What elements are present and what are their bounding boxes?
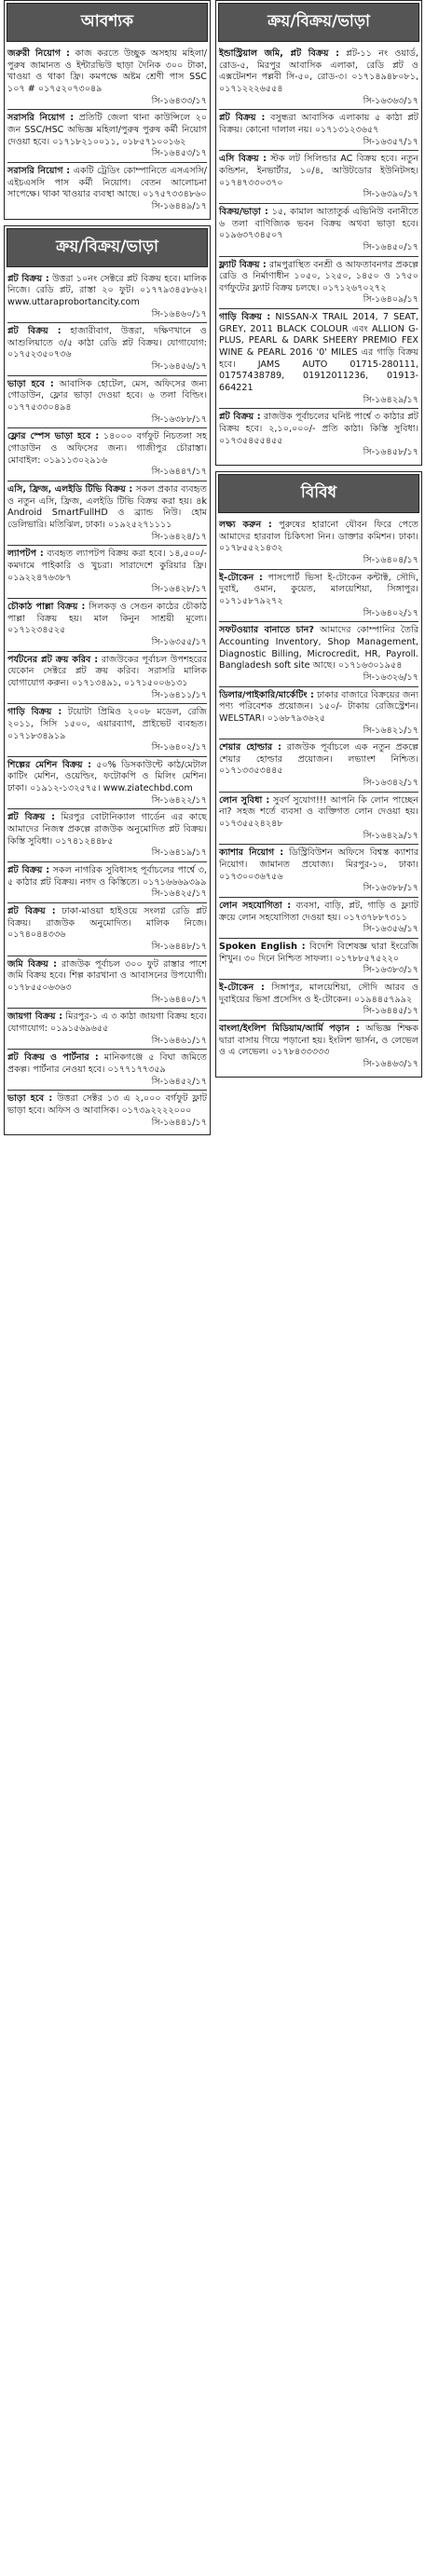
ad-title: ইন্ডাস্ট্রিয়াল জমি, প্লট বিক্রয় : bbox=[219, 48, 339, 59]
classified-ad bbox=[219, 622, 418, 686]
ad-body: ১৪০০০ বর্গফুট নিচতলা সহ গোডাউন ও অফিসের জন্য। গাজীপুর চৌরাস্তা। মোবাইল: ০১৯১১৩০২৯১৬ bbox=[7, 431, 208, 466]
ad-title: প্লট বিক্রয় : bbox=[7, 812, 55, 823]
ad-title: এসি বিক্রয় : bbox=[219, 154, 267, 165]
ad-title: ফ্লোর স্পেস ভাড়া হবে : bbox=[7, 431, 100, 442]
ad-code: সি-১৬৪১৯/১৭ bbox=[151, 847, 207, 859]
ad-title: বাংলা/ইংলিশ মিডিয়াম/আর্মি পড়ান : bbox=[219, 1023, 360, 1034]
ad-code: সি-১৬৪০৯/১৭ bbox=[363, 294, 418, 305]
ad-title: সরাসরি নিয়োগ : bbox=[7, 165, 71, 176]
ad-body: রামপুরাস্থিত বনশ্রী ও আফতাবনগর প্রকল্পে রেডি ও নির্মাণাধীন ১০৫০, ১২৫০, ১৪৫০ ও ১৭৫০ বর্গফুটের ফ্ল্যাট বিক্রয় চলছে। ০১৭১২৬৭০২৭২ bbox=[219, 259, 418, 293]
ad-list bbox=[5, 44, 210, 219]
classified-ad bbox=[219, 257, 418, 310]
ad-code: সি-১৬৩২৬/১৭ bbox=[363, 671, 418, 683]
ad-body: মিরপুর বোটানিক্যাল গার্ডেন এর কাছে আমাদের নিজস্ব প্রকল্পে রাজউক অনুমোদিত প্লট বিক্রয়। কিস্তি সুবিধা। ০১৭৪১২৪৪৮৫ bbox=[7, 812, 207, 847]
classified-ad bbox=[219, 570, 418, 623]
ad-code: সি-১৬৪৫২/১৭ bbox=[151, 1076, 207, 1087]
ad-title: ভাড়া হবে : bbox=[7, 1093, 53, 1105]
ad-title: চৌকাঠ পাল্লা বিক্রয় : bbox=[7, 601, 86, 612]
classified-ad bbox=[219, 110, 418, 151]
ad-body: ডিস্ট্রিবিউশন অফিসে বিশ্বস্ত ক্যাশার নিয়োগ। জামানত প্রযোজ্য। মিরপুর-১০, ঢাকা। ০১৭৩০০৩৬৭৫৬ bbox=[219, 847, 418, 882]
right-column bbox=[215, 0, 422, 1083]
classified-section bbox=[4, 225, 211, 1136]
classified-ad bbox=[219, 898, 418, 939]
classified-ad bbox=[219, 739, 418, 793]
ad-body: স্টক লট সিলিন্ডার AC বিক্রয় হবে। নতুন কন্ডিশন, ইনভার্টার, ১০/৪, আউটডোর ইউনিটসহ। ০১৭৪৭৩৩০৩৭০ bbox=[219, 154, 418, 188]
ad-body: পুরুষের হারানো যৌবন ফিরে পেতে আমাদের হারবাল চিকিৎসা নিন। ডাক্তার কমিশন। ঢাকা। ০১৭৮৫৫২১৪৩২ bbox=[219, 520, 418, 554]
ad-code: সি-১৬৩৪২/১৭ bbox=[363, 778, 418, 789]
classified-ad bbox=[7, 599, 207, 652]
ad-body: টয়োটা প্রিমিও ২০০৮ মডেল, রেজি ২০১১, সিসি ১৫০০, এয়ারব্যাগ, প্রাইভেট ব্যবহৃত। ০১৭১৮৩৪৯১৯ bbox=[7, 707, 207, 741]
ad-code: সি-১৬৪৬০/১৭ bbox=[151, 308, 207, 319]
ad-code: সি-১৬৪৫৩/১৭ bbox=[151, 148, 207, 159]
ad-body: সকল নাগরিক সুবিধাসহ পূর্বাচলের পার্শ্বে ৩, ৫ কাঠার প্লট বিক্রয়। নগদ ও কিস্তিতে। ০১৭১৬৬৬৯৩৯৯ bbox=[7, 865, 207, 888]
ad-body: একটি ট্রেডিং কোম্পানিতে এসএসসি/এইচএসসি পাস কর্মী নিয়োগ। বেতন আলোচনা সাপেক্ষে। থাকা খাওয়ার ব্যবস্থা আছে। ০১৭৫৭৩৩৪৮৬০ bbox=[7, 165, 207, 200]
ad-code: সি-১৬৪২৯/১৭ bbox=[363, 394, 418, 405]
ad-code: সি-১৬৪৪৮/১৭ bbox=[151, 942, 207, 952]
ad-body: বসুন্ধরা আবাসিক এলাকায় ৫ কাঠা প্লট বিক্রয়। কোনো দালাল নয়। ০১৭১৩১২৩৬৫৭ bbox=[219, 113, 418, 135]
ad-body: হাজারীবাগ, উত্তরা, দক্ষিণখানে ও আশুলিয়াতে ৩/৫ কাঠা রেডি প্লট বিক্রয়। যোগাযোগ: ০১৭৫২৩৫০৭৩৬ bbox=[7, 326, 207, 360]
section-header: ক্রয়/বিক্রয়/ভাড়া bbox=[218, 3, 419, 42]
ad-title: ই-টোকেন : bbox=[219, 982, 265, 993]
ad-title: বিক্রয়/ভাড়া : bbox=[219, 206, 268, 217]
ad-body: সিলকড় ও সেগুন কাঠের চৌকাঠ পাল্লা বিক্রয় হয়। মাল কিনুন সাশ্রয়ী মূল্যে। ০১৭১২৩৪৫২৫ bbox=[7, 601, 207, 636]
ad-title: প্লট বিক্রয় : bbox=[7, 326, 62, 337]
ad-title: ল্যাপটপ : bbox=[7, 549, 44, 560]
ad-title: প্লট বিক্রয় ও পার্টনার : bbox=[7, 1052, 99, 1064]
ad-title: গাড়ি বিক্রয় : bbox=[7, 707, 62, 718]
ad-title: প্লট বিক্রয় : bbox=[7, 273, 49, 284]
ad-body: ঢাকার বাজারে বিক্রয়ের জন্য পণ্য পরিবেশক প্রয়োজন। ১৫০/- টাকায় রেজিস্ট্রেশন। WELSTAR। ০১৬৮৭৯৩৬২৫ bbox=[219, 689, 418, 724]
ad-code: সি-১৬৪৫০/১৭ bbox=[363, 241, 418, 252]
classified-ad bbox=[7, 652, 207, 705]
classified-ad bbox=[7, 323, 207, 376]
ad-body: মিরপুর-১ এ ৩ কাঠা জায়গা বিক্রয় হবে। যোগাযোগ: ০১৯১৫৬৯৬৫৫ bbox=[7, 1011, 207, 1034]
ad-body: সকল প্রকার ব্যবহৃত ও নতুন এসি, ফ্রিজ, এলইডি টিভি বিক্রয় করা হয়। ৪k Android SmartFullHD ও ব্র্যান্ড নিউ। হোম ডেলিভারি। মতিঝিল, ঢাকা। ০১৯২৫২৭১১১১ bbox=[7, 484, 207, 530]
classified-ad bbox=[7, 757, 207, 810]
classified-ad bbox=[7, 46, 207, 110]
ad-code: সি-১৬৩৫৬/১৭ bbox=[363, 924, 418, 935]
ad-code: সি-১৬৪৪৭/১৭ bbox=[151, 467, 207, 478]
classified-ad bbox=[7, 903, 207, 956]
ad-body: ব্যবহৃত ল্যাপটপ বিক্রয় করা হবে। ১৪,৫০০/- কমদামে পাইকারি ও খুচরা। সারাদেশে কুরিয়ার ফ্রি। ০১৯২২৪৭৬৩৮৭ bbox=[7, 549, 207, 583]
ad-body: মানিকগঞ্জে ৫ বিঘা জমিতে প্রকল্প। পার্টনার নেওয়া হবে। ০১৭৭১৭৭৩৫৯ bbox=[7, 1052, 207, 1075]
classified-ad bbox=[219, 151, 418, 204]
ad-body: ব্যবসা, বাড়ি, প্লট, গাড়ি ও ফ্ল্যাট ক্রয়ে লোন সহযোগিতা দেওয়া হয়। ০১৭৩৭৮৮৭৩১১ bbox=[219, 901, 418, 923]
ad-code: সি-১৬৩৮৮/১৭ bbox=[151, 414, 207, 425]
classified-ad bbox=[7, 110, 207, 163]
classified-ad bbox=[7, 163, 207, 215]
ad-list bbox=[216, 515, 421, 1077]
classified-ad bbox=[219, 46, 418, 110]
ad-title: Spoken English : bbox=[219, 942, 306, 952]
ad-body: সুবর্ণ সুযোগ!!! আপনি কি লোন পাচ্ছেন না? সহজ শর্তে ব্যবসা ও ব্যক্তিগত লোন দেওয়া হয়। ০১৭৩৫৫২৪২৪৮ bbox=[219, 794, 418, 830]
classified-ad bbox=[7, 376, 207, 429]
ad-title: ডিলার/পাইকারি/মার্কেটিং : bbox=[219, 689, 314, 700]
section-header: বিবিধ bbox=[218, 474, 419, 513]
ad-code: সি-১৬৪০২/১৭ bbox=[363, 607, 418, 618]
left-column bbox=[4, 0, 211, 1141]
ad-title: লক্ষ্য করুন : bbox=[219, 520, 272, 530]
ad-body: অভিজ্ঞ শিক্ষক দ্বারা বাসায় গিয়ে পড়ানো হয়। ইংলিশ ভার্সন, ও লেভেল ও এ লেভেল। ০১৭৮৪৩৩৩৩৩ bbox=[219, 1023, 418, 1058]
ad-code: সি-১৬৪৬১/১৭ bbox=[151, 1035, 207, 1046]
section-header: ক্রয়/বিক্রয়/ভাড়া bbox=[7, 228, 208, 267]
classified-section bbox=[215, 0, 422, 466]
ad-body: রাজউক পূর্বাচল ৩০০ ফুট রাস্তার পাশে জমি বিক্রয় হবে। শিল্প কারখানা ও আবাসনের উপযোগী। ০১৭৮৫৫০৬৩৬৩ bbox=[7, 958, 207, 993]
ad-body: আবাসিক হোটেল, মেস, অফিসের জন্য গোডাউন, ফ্লোর ভাড়া দেওয়া হবে। ৬ তলা বিল্ডিং। ০১৭৭৫৩৩০৪৯৪ bbox=[7, 378, 207, 414]
classified-ad bbox=[219, 309, 418, 409]
classified-section bbox=[215, 471, 422, 1078]
ad-code: সি-১৬৩৮৮/১৭ bbox=[363, 883, 418, 894]
ad-code: সি-১৬৩৬৩/১৭ bbox=[363, 95, 418, 106]
classified-ad bbox=[219, 980, 418, 1021]
section-header: আবশ্যক bbox=[7, 3, 208, 42]
ad-code: সি-১৬৪৬৩/১৭ bbox=[363, 1058, 418, 1069]
ad-code: সি-১৬৪৫৮/১৭ bbox=[363, 447, 418, 458]
ad-title: এসি, ফ্রিজ, এলইডি টিভি বিক্রয় : bbox=[7, 484, 133, 495]
classified-ad bbox=[219, 939, 418, 980]
classified-ad bbox=[219, 793, 418, 846]
ad-code: সি-১৬৪০২/১৭ bbox=[151, 742, 207, 753]
ad-title: পর্যটনের প্লট ক্রয় করিব : bbox=[7, 654, 99, 665]
ad-code: সি-১৬৪৪৫/১৭ bbox=[363, 1006, 418, 1017]
ad-code: সি-১৬৪৪০/১৭ bbox=[151, 994, 207, 1005]
ad-body: উত্তরা ১০নং সেক্টরে প্লট বিক্রয় হবে। মালিক নিজে। রেডি প্লট, রাস্তা ২০ ফুট। ০১৭৭৯৩৪৫৮৬২। www.uttaraprobortancity.com bbox=[7, 273, 208, 307]
ad-title: শেয়ার হোল্ডার : bbox=[219, 742, 281, 753]
ad-code: সি-১৬৩৯০/১৭ bbox=[363, 189, 418, 200]
ad-body: ৫০% ডিসকাউন্টে কাঠ/মেটাল কাটিং মেশিন, ওয়েল্ডিং, ফটোকপি ও মিলিং মেশিন। ঢাকা। ০১৯১২-১৩২৫৭৫। www.ziatechbd.com bbox=[7, 759, 207, 794]
ad-list bbox=[5, 269, 210, 1135]
ad-body: NISSAN-X TRAIL 2014, 7 SEAT, GREY, 2011 BLACK COLOUR এবং ALLION G-PLUS, PEARL & DARK SHEERY PREMIO FEX WINE & PEARL 2016 '0' MILES এর গাড়ি বিক্রয় হবে। JAMS AUTO 01715-280111, 01757438789, 01912011236, 01913-664221 bbox=[219, 312, 418, 394]
ad-body: আমাদের কোম্পানির তৈরি Accounting Inventory, Shop Management, Diagnostic Billing, Microcredit, HR, Payroll. Bangladesh soft site আছে। ০১৭১৬৩০১৯৫৪ bbox=[219, 625, 418, 671]
classified-ad bbox=[7, 862, 207, 903]
ad-code: সি-১৬৪২২/১৭ bbox=[151, 794, 207, 806]
ad-code: সি-১৬৪২৮/১৭ bbox=[151, 584, 207, 595]
ad-title: জরুরী নিয়োগ : bbox=[7, 48, 70, 59]
ad-body: রাজউক পূর্বাচলে এক নতুন প্রকল্পে শেয়ার হোল্ডার প্রয়োজন। লভ্যাংশ নিশ্চিত। ০১৭১৩৩৫৩৪৪৫ bbox=[219, 742, 418, 777]
ad-body: সিঙ্গাপুর, মালয়েশিয়া, সৌদি আরব ও দুবাইয়ের ভিসা প্রসেসিং ও ই-টোকেন। ০১৯৪৪৫৭৯৯২ bbox=[219, 982, 418, 1005]
classified-ad bbox=[7, 704, 207, 757]
ad-body: প্রতিটি জেলা থানা কাউন্সিলে ২০ জন SSC/HSC অভিজ্ঞ মহিলা/পুরুষ পুরুষ কর্মী নিয়োগ দেওয়া হবে। ০১৭১৮২১০০১১, ০১৮৫৭১০০১৬২ bbox=[7, 113, 207, 147]
classified-ad bbox=[7, 1091, 207, 1131]
ad-title: প্লট বিক্রয় : bbox=[219, 412, 261, 423]
classified-ad bbox=[219, 409, 418, 461]
ad-body: বিদেশি বিশেষজ্ঞ দ্বারা ইংরেজি শিখুন। ৩০ দিনে নিশ্চিত সাফল্য। ০১৭৮৮৫৭৫২২০ bbox=[219, 942, 418, 964]
ad-title: প্লট বিক্রয় : bbox=[7, 906, 56, 917]
ad-body: পাসপোর্ট ভিসা ই-টোকেন কন্টাক্ট, সৌদি, দুবাই, ওমান, কুয়েত, মালয়েশিয়া, সিঙ্গাপুর। ০১৭১৫৮৭৯২৭২ bbox=[219, 572, 418, 606]
ad-title: জমি বিক্রয় : bbox=[7, 958, 57, 969]
ad-list bbox=[216, 44, 421, 465]
ad-title: ই-টোকেন : bbox=[219, 572, 263, 583]
ad-title: প্লট বিক্রয় : bbox=[7, 865, 50, 876]
classified-ad bbox=[7, 809, 207, 862]
classified-ad bbox=[219, 687, 418, 740]
classified-ad bbox=[7, 428, 207, 481]
classified-ad bbox=[219, 517, 418, 570]
classified-ad bbox=[7, 956, 207, 1010]
classified-ad bbox=[7, 271, 207, 324]
ad-code: সি-১৬৪২৫/১৭ bbox=[151, 888, 207, 900]
ad-code: সি-১৬৩৫৫/১৭ bbox=[151, 636, 207, 647]
ad-title: শিল্পের মেশিন বিক্রয় : bbox=[7, 759, 91, 770]
ad-body: রাজউক পূর্বাচলের ঘনিষ্ট পার্শ্বে ৩ কাঠার প্লট বিক্রয় হবে। ২,১০,০০০/- প্রতি কাঠা। কিস্তি সুবিধা। ০১৭৩৫৪৫৫৪৫৫ bbox=[219, 412, 418, 446]
ad-body: রাজউকের পূর্বাচল উপশহরের যেকোন সেক্টরে প্লট ক্রয় করিব। সরাসরি মালিক যোগাযোগ করুন। ০১৭১৩৪৯১, ০১৭১৫০০৬১৩১ bbox=[7, 654, 207, 688]
classified-ad bbox=[7, 1009, 207, 1050]
ad-title: লোন সুবিধা : bbox=[219, 794, 270, 806]
ad-title: সরাসরি নিয়োগ : bbox=[7, 113, 75, 124]
ad-title: ফ্ল্যাট বিক্রয় : bbox=[219, 259, 267, 270]
ad-title: সফটওয়্যার বানাতে চান? bbox=[219, 625, 314, 636]
ad-code: সি-১৬৪৪৯/১৭ bbox=[151, 200, 207, 211]
ad-body: কাজ করতে উচ্ছুক অসহায় মহিলা/পুরুষ জামানত ও ইন্টারভিউ ছাড়া দৈনিক ৩০০ টাকা, খাওয়া ও থাকা ফ্রি। কমপক্ষে অষ্টম শ্রেণী পাস SSC ১০৭ # ০১৭৫২০৭৩০৪৯ bbox=[7, 48, 207, 94]
ad-code: সি-১৬৪২১/১৭ bbox=[363, 725, 418, 736]
classified-ad bbox=[7, 546, 207, 599]
classified-ad bbox=[7, 481, 207, 546]
ad-code: সি-১৬৪৩৩/১৭ bbox=[151, 95, 207, 106]
ad-body: প্লট-১১ নং ওয়ার্ড, রোড-৫, মিরপুর আবাসিক এলাকা, রেডি প্লট ও এক্সটেনশন পল্লবী সি-৫০, রোড-৩। ০১৭১৪৯৪৮০৮১, ০১৭১২২২৬৫৫৪ bbox=[219, 48, 418, 94]
ad-body: ১৫, কামাল আতাতুর্ক এভিনিউ বনানীতে ৬ তলা বাণিজ্যিক ভবন বিক্রয় অথবা ভাড়া হবে। ০১৯৬৩৭৩৪৫০৭ bbox=[219, 206, 418, 241]
classified-ad bbox=[219, 1021, 418, 1073]
ad-title: ভাড়া হবে : bbox=[7, 378, 54, 389]
ad-title: গাড়ি বিক্রয় : bbox=[219, 312, 271, 323]
ad-code: সি-১৬৪১১/১৭ bbox=[151, 689, 207, 700]
ad-code: সি-১৬৩৫৭/১৭ bbox=[363, 136, 418, 147]
ad-code: সি-১৬৪৫৬/১৭ bbox=[151, 361, 207, 373]
classified-section bbox=[4, 0, 211, 220]
ad-title: জায়গা বিক্রয় : bbox=[7, 1011, 63, 1023]
ad-code: সি-১৬৪০৪/১৭ bbox=[363, 554, 418, 565]
ad-body: ঢাকা-মাওয়া হাইওয়ে সংলগ্ন রেডি প্লট বিক্রয়। রাজউক অনুমোদিত। মালিক নিজে। ০১৭৪০৪৪৩৩৬ bbox=[7, 906, 207, 941]
ad-title: লোন সহযোগিতা : bbox=[219, 901, 292, 912]
ad-code: সি-১৬৪২৯/১৭ bbox=[363, 830, 418, 841]
ad-code: সি-১৬৪২৪/১৭ bbox=[151, 531, 207, 542]
ad-title: প্লট বিক্রয় : bbox=[219, 113, 266, 124]
ad-code: সি-১৬৩৮৩/১৭ bbox=[363, 965, 418, 976]
ad-body: উত্তরা সেক্টর ১৩ এ ২,০০০ বর্গফুট ফ্লাট ভাড়া হবে। অফিস ও আবাসিক। ০১৭৩৯২২২২০০০ bbox=[7, 1093, 207, 1116]
classified-ad bbox=[219, 845, 418, 898]
ad-title: ক্যাশার নিয়োগ : bbox=[219, 847, 284, 859]
classified-ad bbox=[7, 1050, 207, 1091]
ad-code: সি-১৬৪৪১/১৭ bbox=[151, 1117, 207, 1128]
classified-ad bbox=[219, 204, 418, 257]
